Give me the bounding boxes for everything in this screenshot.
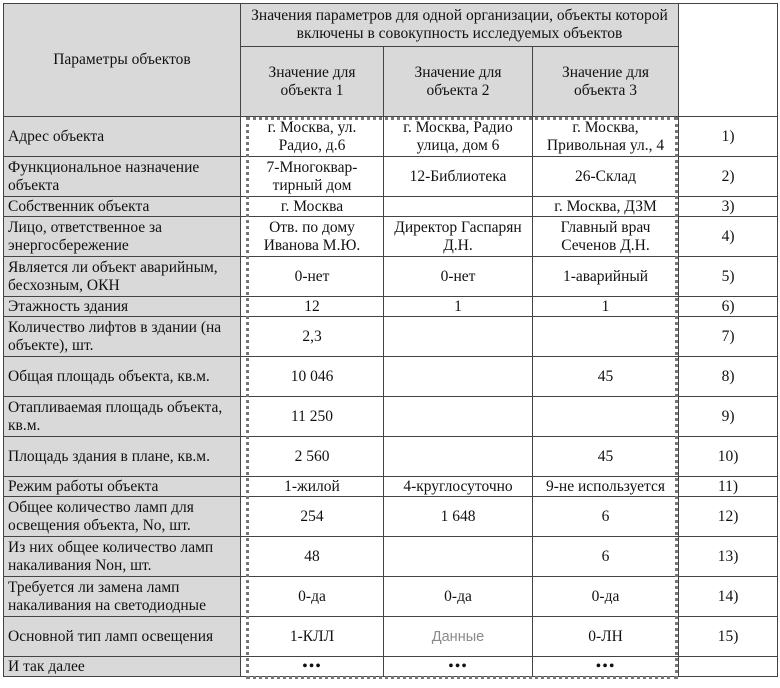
cell-object-3 <box>533 397 679 437</box>
table-row <box>4 157 778 197</box>
cell-object-1: г. Москва <box>241 197 384 217</box>
header-object-3: Значение для объекта 3 <box>533 47 679 117</box>
cell-param-number: 2) <box>679 157 778 197</box>
table-row <box>4 477 778 497</box>
row-label: Из них общее количество ламп накаливания Noн, шт. <box>4 537 241 577</box>
cell-param-number: 11) <box>679 477 778 497</box>
cell-object-1: г. Москва, ул. Радио, д.6 <box>241 117 384 157</box>
row-label: Функциональное назначение объекта <box>4 157 241 197</box>
table-row <box>4 297 778 317</box>
cell-object-1: 0-нет <box>241 257 384 297</box>
cell-object-3: 0-ЛН <box>533 617 679 657</box>
cell-param-number: 3) <box>679 197 778 217</box>
row-label: Площадь здания в плане, кв.м. <box>4 437 241 477</box>
row-label: Этажность здания <box>4 297 241 317</box>
table-row <box>4 397 778 437</box>
cell-object-2: 0-да <box>384 577 533 617</box>
cell-param-number: 5) <box>679 257 778 297</box>
table-row <box>4 217 778 257</box>
table-row <box>4 497 778 537</box>
cell-param-number: 4) <box>679 217 778 257</box>
cell-object-1: 12 <box>241 297 384 317</box>
table-row <box>4 537 778 577</box>
cell-object-2: Данные <box>384 617 533 657</box>
cell-object-1: 10 046 <box>241 357 384 397</box>
cell-param-number: 1) <box>679 117 778 157</box>
row-label: Является ли объект аварийным, бесхозным, ОКН <box>4 257 241 297</box>
row-label: Режим работы объекта <box>4 477 241 497</box>
cell-object-3: Главный врач Сеченов Д.Н. <box>533 217 679 257</box>
cell-param-number: 13) <box>679 537 778 577</box>
cell-param-number: 12) <box>679 497 778 537</box>
cell-object-3: г. Москва, Привольная ул., 4 <box>533 117 679 157</box>
table-row <box>4 117 778 157</box>
cell-object-2: 1 648 <box>384 497 533 537</box>
table-row <box>4 617 778 657</box>
row-label: Основной тип ламп освещения <box>4 617 241 657</box>
cell-object-1: 1-жилой <box>241 477 384 497</box>
table-row <box>4 577 778 617</box>
cell-param-number: 9) <box>679 397 778 437</box>
row-label: Отапливаемая площадь объекта, кв.м. <box>4 397 241 437</box>
table-row <box>4 197 778 217</box>
cell-object-2: 4-круглосуточно <box>384 477 533 497</box>
cell-object-1: 1-КЛЛ <box>241 617 384 657</box>
cell-object-2: Директор Гаспарян Д.Н. <box>384 217 533 257</box>
cell-object-3: 1-аварийный <box>533 257 679 297</box>
cell-object-1: Отв. по дому Иванова М.Ю. <box>241 217 384 257</box>
table-row <box>4 317 778 357</box>
cell-object-2: 12-Библиотека <box>384 157 533 197</box>
row-label: Лицо, ответственное за энергосбережение <box>4 217 241 257</box>
row-label: Общая площадь объекта, кв.м. <box>4 357 241 397</box>
cell-object-2 <box>384 437 533 477</box>
row-label: Требуется ли замена ламп накаливания на светодиодные <box>4 577 241 617</box>
cell-object-1: ••• <box>241 657 384 677</box>
cell-object-2 <box>384 197 533 217</box>
cell-object-2: г. Москва, Радио улица, дом 6 <box>384 117 533 157</box>
cell-object-1: 2 560 <box>241 437 384 477</box>
row-label: Адрес объекта <box>4 117 241 157</box>
table-row <box>4 437 778 477</box>
cell-param-number: 8) <box>679 357 778 397</box>
cell-object-2: 0-нет <box>384 257 533 297</box>
table-row <box>4 257 778 297</box>
cell-object-3: 6 <box>533 537 679 577</box>
table-row <box>4 657 778 677</box>
row-label: И так далее <box>4 657 241 677</box>
cell-param-number <box>679 657 778 677</box>
cell-object-3: г. Москва, ДЗМ <box>533 197 679 217</box>
header-params-cell: Параметры объектов <box>4 4 241 117</box>
row-label: Количество лифтов в здании (на объекте), шт. <box>4 317 241 357</box>
cell-object-3: 9-не используется <box>533 477 679 497</box>
cell-object-1: 11 250 <box>241 397 384 437</box>
cell-object-2: 1 <box>384 297 533 317</box>
cell-object-3: 45 <box>533 437 679 477</box>
cell-param-number: 7) <box>679 317 778 357</box>
cell-object-3: 1 <box>533 297 679 317</box>
cell-object-2 <box>384 357 533 397</box>
cell-object-1: 48 <box>241 537 384 577</box>
cell-object-3 <box>533 317 679 357</box>
cell-object-3: 6 <box>533 497 679 537</box>
cell-object-3: 26-Склад <box>533 157 679 197</box>
cell-object-3: ••• <box>533 657 679 677</box>
row-label: Общее количество ламп для освещения объекта, No, шт. <box>4 497 241 537</box>
row-label: Собственник объекта <box>4 197 241 217</box>
cell-object-1: 254 <box>241 497 384 537</box>
header-group-title: Значения параметров для одной организации, объекты которой включены в совокупность исследуемых объектов <box>241 4 679 47</box>
cell-param-number: 6) <box>679 297 778 317</box>
cell-object-2 <box>384 317 533 357</box>
cell-param-number: 14) <box>679 577 778 617</box>
cell-object-1: 2,3 <box>241 317 384 357</box>
cell-object-3: 0-да <box>533 577 679 617</box>
table-row <box>4 357 778 397</box>
header-blank-cell <box>679 4 778 117</box>
cell-object-1: 7-Многоквар-тирный дом <box>241 157 384 197</box>
cell-object-2: ••• <box>384 657 533 677</box>
cell-object-1: 0-да <box>241 577 384 617</box>
cell-param-number: 10) <box>679 437 778 477</box>
cell-object-2 <box>384 537 533 577</box>
header-object-1: Значение для объекта 1 <box>241 47 384 117</box>
cell-object-2 <box>384 397 533 437</box>
cell-param-number: 15) <box>679 617 778 657</box>
parameters-table <box>3 3 778 677</box>
header-object-2: Значение для объекта 2 <box>384 47 533 117</box>
cell-object-3: 45 <box>533 357 679 397</box>
